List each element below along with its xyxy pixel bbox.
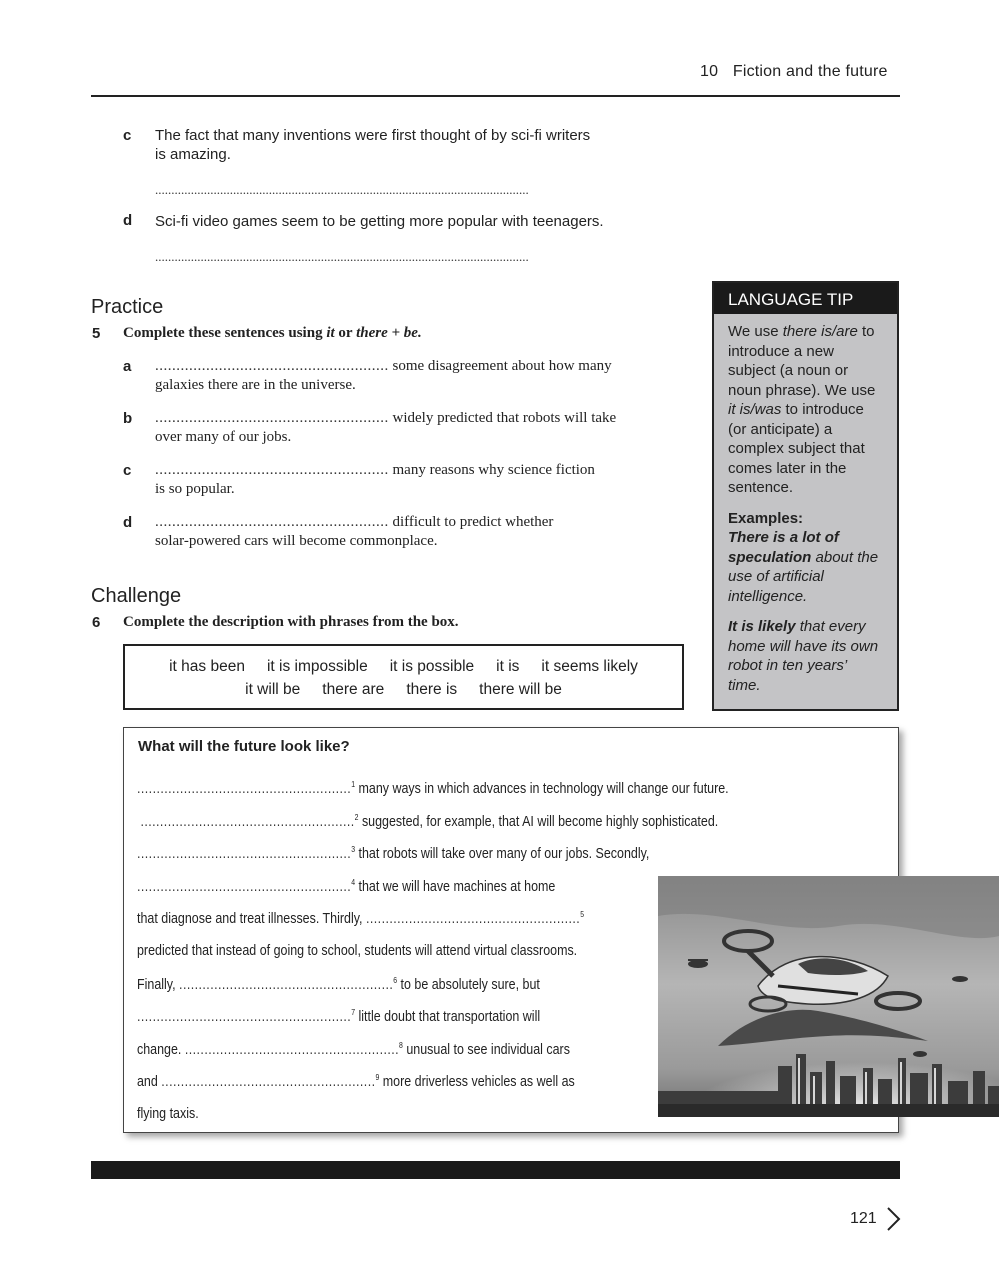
text-line: .......................................................$^2$ suggested, for example, that AI will become highly sophisticated.	[140, 812, 719, 830]
answer-blank[interactable]: .......................................................	[161, 1074, 376, 1091]
text-line: .......................................................$^7$ little doubt that transportation will	[137, 1008, 541, 1025]
challenge-title: Challenge	[91, 585, 182, 607]
item-d-text: Sci-fi video games seem to be getting more popular with teenagers.	[155, 213, 604, 230]
language-tip-box	[712, 281, 899, 711]
answer-blank[interactable]: .......................................................	[137, 780, 352, 797]
item-letter-c: c	[123, 127, 132, 144]
answer-blank[interactable]: .......................................................	[155, 514, 389, 530]
phrase: there are	[322, 681, 385, 698]
phrase: it has been	[169, 658, 245, 675]
tip-examples: Examples: There is a lot of speculation about the use of artificial intelligence.	[728, 509, 879, 605]
text-line: and .......................................................$^9$ more driverless vehicles as well as	[137, 1073, 575, 1091]
exercise-6-instruction: Complete the description with phrases from the box.	[123, 614, 459, 630]
phrase: it is	[496, 658, 520, 675]
footer-bar	[91, 1161, 900, 1179]
text-line: change. .......................................................$^8$ unusual to see individual cars	[137, 1040, 570, 1058]
phrase: there is	[406, 681, 458, 698]
exercise-number-6: 6	[92, 614, 101, 631]
exercise-5-instruction: Complete these sentences using it or there + be.	[123, 325, 422, 341]
practice-item: b ....................................................... widely predicted that robots will take over many of our jobs.	[123, 410, 617, 445]
phrase: there will be	[479, 681, 562, 698]
text-line: that diagnose and treat illnesses. Thirdly, .......................................................$^5$	[137, 910, 585, 928]
tip-example-2: It is likely that every home will have its own robot in ten years’ time.	[728, 618, 879, 694]
chevron-right-icon[interactable]	[884, 1206, 902, 1232]
phrase: it is possible	[389, 658, 475, 675]
text-line: .......................................................$^1$ many ways in which advances in technology will change our future.	[137, 780, 729, 797]
phrase: it is impossible	[266, 658, 368, 675]
answer-blank[interactable]: .......................................................	[155, 462, 389, 478]
exercise-number-5: 5	[92, 325, 101, 342]
flying-car-illustration	[658, 876, 999, 1117]
answer-blank[interactable]: .......................................................	[137, 1008, 352, 1025]
chapter-number: 10	[700, 63, 719, 80]
practice-item: c ....................................................... many reasons why science fiction is so popular.	[123, 462, 595, 497]
answer-blank[interactable]: .......................................................	[140, 813, 355, 830]
phrase-box	[123, 644, 684, 710]
practice-items	[123, 357, 693, 565]
tip-explanation: We use there is/are to introduce a new subject (a noun or noun phrase). We use it is/was to introduce (or anticipate) a complex subject that comes later in the sentence.	[728, 323, 876, 496]
language-tip-heading: LANGUAGE TIP	[714, 283, 897, 314]
item-letter-d: d	[123, 212, 133, 229]
answer-line-c[interactable]: ...................................................................................................................	[155, 182, 529, 197]
language-tip-body	[714, 314, 897, 695]
answer-blank[interactable]: .......................................................	[179, 976, 394, 993]
answer-blank[interactable]: .......................................................	[137, 846, 352, 863]
answer-blank[interactable]: .......................................................	[184, 1041, 400, 1058]
item-c-text: The fact that many inventions were first thought of by sci-fi writers is amazing.	[155, 127, 591, 163]
header-rule	[91, 95, 900, 97]
answer-blank[interactable]: .......................................................	[155, 410, 389, 426]
phrase: it will be	[245, 681, 301, 698]
chapter-title: Fiction and the future	[732, 63, 888, 80]
text-line: Finally, .......................................................$^6$ to be absolutely sure, but	[137, 975, 540, 993]
practice-item: d ....................................................... difficult to predict whether solar-powered cars will become commonplace.	[123, 514, 554, 549]
phrase: it seems likely	[541, 658, 638, 675]
page-number: 121	[850, 1210, 877, 1227]
answer-blank[interactable]: .......................................................	[137, 878, 352, 895]
practice-title: Practice	[91, 296, 164, 318]
chapter-header	[700, 63, 888, 81]
practice-item: a ....................................................... some disagreement about how many galaxies there are in the universe.	[123, 358, 612, 393]
text-line: .......................................................$^4$ that we will have machines at home	[137, 877, 556, 895]
text-line: .......................................................$^3$ that robots will take over many of our jobs. Secondly,	[137, 845, 650, 863]
description-title: What will the future look like?	[138, 738, 350, 755]
answer-blank[interactable]: .......................................................	[155, 358, 389, 374]
text-line: flying taxis.	[137, 1105, 199, 1122]
phrase-row-1	[125, 658, 682, 676]
phrase-row-2	[125, 681, 682, 699]
answer-line-d[interactable]: ...................................................................................................................	[155, 249, 529, 264]
answer-blank[interactable]: .......................................................	[365, 911, 581, 928]
flying-car-city-photo	[658, 876, 999, 1117]
text-line: predicted that instead of going to school, students will attend virtual classrooms.	[137, 942, 578, 959]
